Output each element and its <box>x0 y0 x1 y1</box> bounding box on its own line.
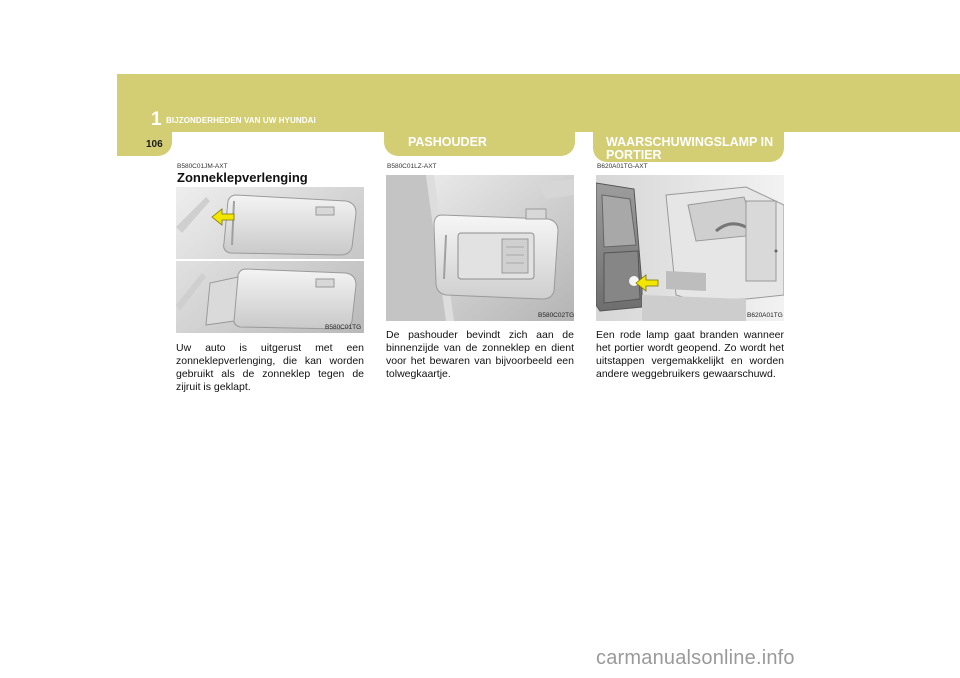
section-number: 1 <box>151 109 162 130</box>
body-paragraph: Uw auto is uitgerust met een zonneklepverlenging, die kan worden gebruikt als de zonneklep tegen de zijruit is geklapt. <box>176 342 364 393</box>
page-number: 106 <box>146 139 163 150</box>
section-title: BIJZONDERHEDEN VAN UW HYUNDAI <box>166 116 316 125</box>
section-code: B580C01JM-AXT <box>177 163 228 170</box>
page-number-tab <box>117 132 172 156</box>
figure-caption: B580C01TG <box>325 324 362 331</box>
body-paragraph: Een rode lamp gaat branden wanneer het portier wordt geopend. Zo wordt het uitstappen vergemakkelijkt en worden andere weggebruikers gewaarschuwd. <box>596 329 784 380</box>
section-heading: Zonneklepverlenging <box>177 170 308 185</box>
watermark: carmanualsonline.info <box>596 647 795 669</box>
door-warning-lamp-illustration <box>596 175 784 321</box>
sun-visor-illustration <box>176 187 364 333</box>
tab-pashouder-title: PASHOUDER <box>408 135 487 149</box>
figure-caption: B620A01TG <box>747 312 783 319</box>
section-code: B620A01TG-AXT <box>597 163 648 170</box>
section-code: B580C01LZ-AXT <box>387 163 437 170</box>
tab-waarschuwingslamp-title-line1: WAARSCHUWINGSLAMP IN <box>606 135 774 149</box>
tab-waarschuwingslamp-title-line2: PORTIER <box>606 148 662 162</box>
card-holder-illustration <box>386 175 574 321</box>
figure-caption: B580C02TG <box>538 312 575 319</box>
body-paragraph: De pashouder bevindt zich aan de binnenzijde van de zonneklep en dient voor het bewaren van bijvoorbeeld een tolwegkaartje. <box>386 329 574 380</box>
